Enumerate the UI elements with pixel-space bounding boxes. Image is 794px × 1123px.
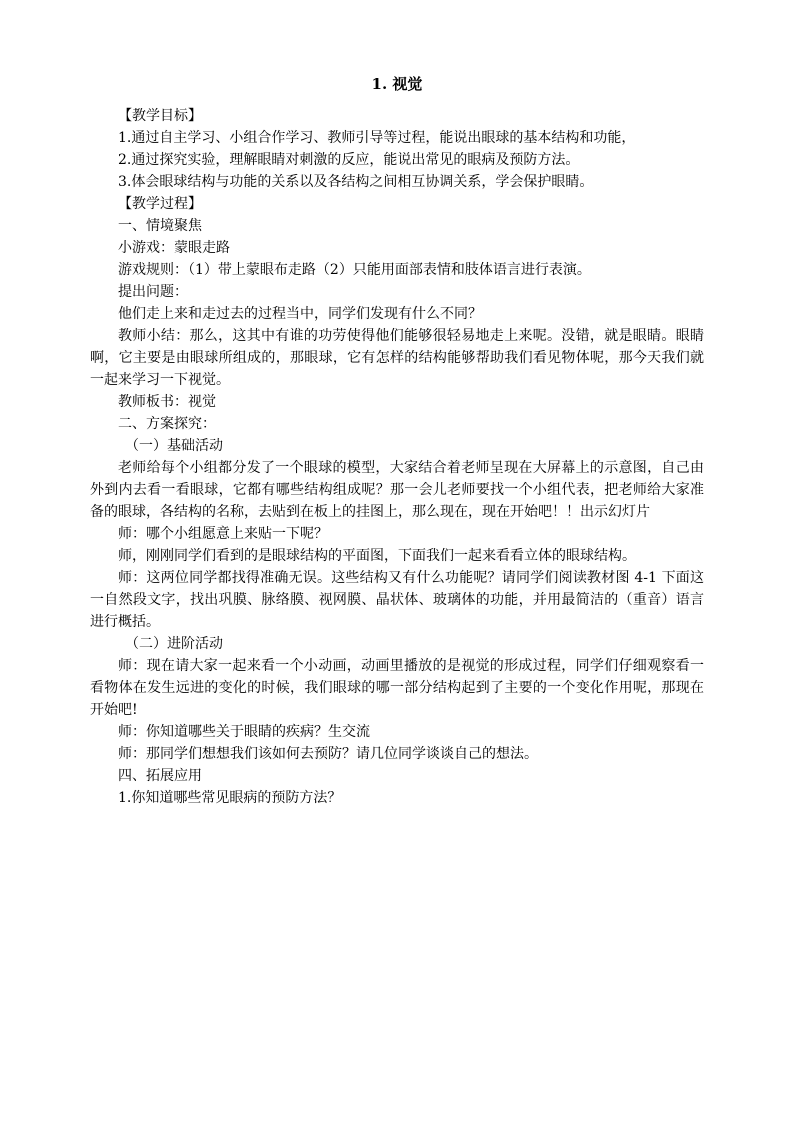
paragraph: 师：现在请大家一起来看一个小动画，动画里播放的是视觉的形成过程，同学们仔细观察看一看物体在发生远进的变化的时候，我们眼球的哪一部分结构起到了主要的一个变化作用呢，那现在开始吧! (90, 658, 704, 718)
document-title: 1. 视觉 (371, 75, 423, 93)
activity-heading: （二）进阶活动 (125, 636, 223, 652)
paragraph: 师：那同学们想想我们该如何去预防？请几位同学谈谈自己的想法。 (118, 746, 538, 762)
paragraph: 小游戏：蒙眼走路 (118, 240, 230, 256)
activity-heading: （一）基础活动 (125, 438, 223, 454)
paragraph: 教师小结：那么，这其中有谁的功劳使得他们能够很轻易地走上来呢。没错，就是眼睛。眼睛啊，它主要是由眼球所组成的，那眼球，它有怎样的结构能够帮助我们看见物体呢，那今天我们就一起来学习一下视觉。 (90, 328, 704, 388)
paragraph: 师：这两位同学都找得准确无误。这些结构又有什么功能呢？请同学们阅读教材图 4-1 下面这一自然段文字，找出巩膜、脉络膜、视网膜、晶状体、玻璃体的功能，并用最简洁的（重音）语言进行概括。 (90, 570, 704, 630)
paragraph: 师：你知道哪些关于眼睛的疾病？生交流 (118, 724, 370, 740)
subsection-heading: 一、情境聚焦 (118, 218, 202, 234)
document-body (90, 105, 704, 809)
paragraph: 师：哪个小组愿意上来贴一下呢？ (118, 526, 328, 542)
objective-item: 2.通过探究实验，理解眼睛对刺激的反应，能说出常见的眼病及预防方法。 (118, 152, 580, 168)
objective-item: 3.体会眼球结构与功能的关系以及各结构之间相互协调关系，学会保护眼睛。 (118, 174, 594, 190)
paragraph: 游戏规则：（1）带上蒙眼布走路（2）只能用面部表情和肢体语言进行表演。 (118, 262, 591, 278)
paragraph: 他们走上来和走过去的过程当中，同学们发现有什么不同？ (118, 306, 482, 322)
paragraph: 1.你知道哪些常见眼病的预防方法？ (118, 790, 342, 806)
paragraph: 老师给每个小组都分发了一个眼球的模型，大家结合着老师呈现在大屏幕上的示意图，自己由外到内去看一看眼球，它都有哪些结构组成呢？那一会儿老师要找一个小组代表，把老师给大家准备的眼球，各结构的名称，去贴到在板上的挂图上，那么现在，现在开始吧！！出示幻灯片 (90, 460, 704, 520)
paragraph: 提出问题： (118, 284, 188, 300)
objective-item: 1.通过自主学习、小组合作学习、教师引导等过程，能说出眼球的基本结构和功能， (118, 130, 636, 146)
paragraph: 师，刚刚同学们看到的是眼球结构的平面图，下面我们一起来看看立体的眼球结构。 (118, 548, 636, 564)
subsection-heading: 二、方案探究： (118, 416, 216, 432)
subsection-heading: 四、拓展应用 (118, 768, 202, 784)
section-heading-process: 【教学过程】 (118, 196, 202, 212)
section-heading-objectives: 【教学目标】 (118, 108, 202, 124)
paragraph: 教师板书：视觉 (118, 394, 216, 410)
